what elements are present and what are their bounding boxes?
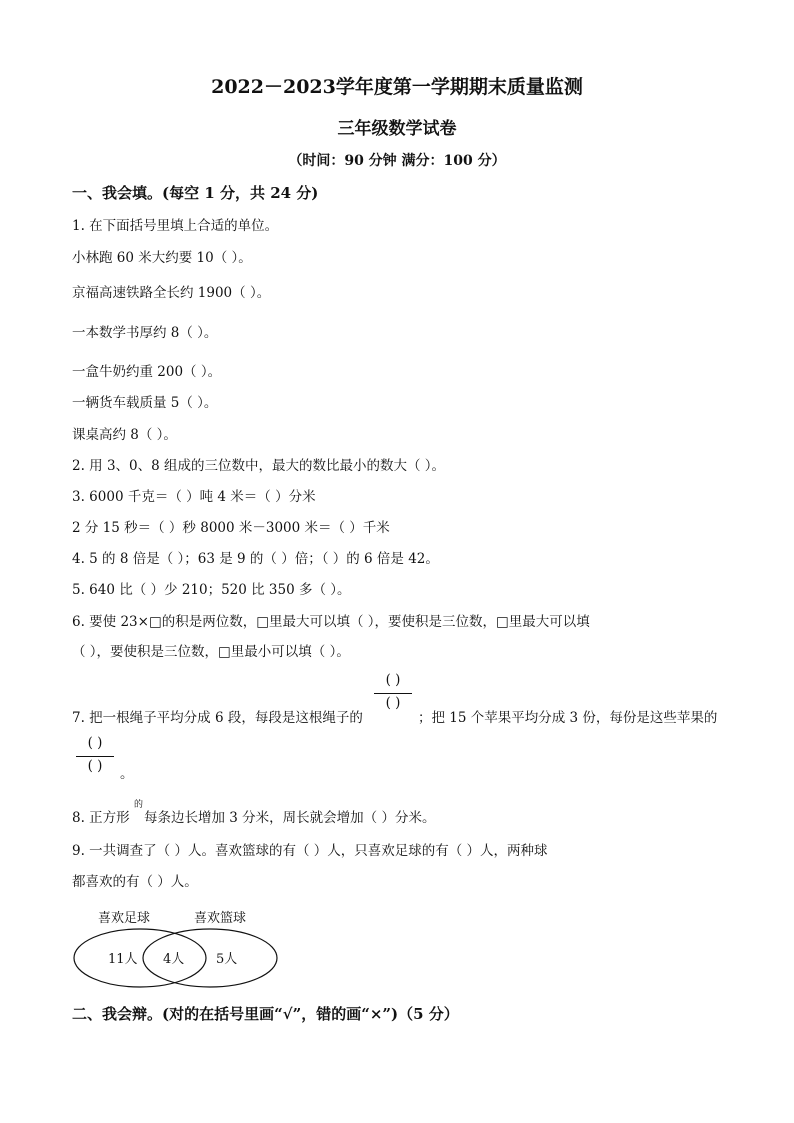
fraction-bar <box>374 693 412 694</box>
question-1-intro: 1. 在下面括号里填上合适的单位。 <box>72 218 279 234</box>
venn-football-only: 11人 <box>108 952 138 967</box>
question-6-line-2: （ ），要使积是三位数，□里最小可以填（ ）。 <box>72 644 350 660</box>
fraction-denominator: ( ) <box>87 758 103 774</box>
question-1c: 一本数学书厚约 8（ ）。 <box>72 325 218 341</box>
question-8-part-1: 8. 正方形 <box>72 810 130 826</box>
venn-basketball-only: 5人 <box>216 952 238 967</box>
fraction-numerator: ( ) <box>87 735 103 751</box>
question-1f: 课桌高约 8（ ）。 <box>72 427 177 443</box>
section-1-heading: 一、我会填。(每空 1 分，共 24 分) <box>72 184 319 202</box>
page-title: 2022－2023学年度第一学期期末质量监测 <box>211 76 583 98</box>
question-8-part-2: 每条边长增加 3 分米，周长就会增加（ ）分米。 <box>144 810 436 826</box>
question-8-note: 的 <box>134 800 144 810</box>
venn-label-football: 喜欢足球 <box>98 911 151 926</box>
question-1e: 一辆货车载质量 5（ ）。 <box>72 395 218 411</box>
fraction-blank-2 <box>72 735 118 779</box>
venn-both: 4人 <box>163 952 185 967</box>
question-6-line-1: 6. 要使 23×□的积是两位数，□里最大可以填（ ），要使积是三位数，□里最大可以填 <box>72 614 590 630</box>
question-9-line-2: 都喜欢的有（ ）人。 <box>72 874 198 890</box>
venn-label-basketball: 喜欢篮球 <box>194 911 247 926</box>
question-9-line-1: 9. 一共调查了（ ）人。喜欢篮球的有（ ）人，只喜欢足球的有（ ）人，两种球 <box>72 843 548 859</box>
question-7-part-2: ；把 15 个苹果平均分成 3 份，每份是这些苹果的 <box>418 710 718 726</box>
fraction-denominator: ( ) <box>385 695 401 711</box>
venn-diagram <box>60 900 300 995</box>
question-4: 4. 5 的 8 倍是（ ）；63 是 9 的（ ）倍；（ ）的 6 倍是 42。 <box>72 551 439 567</box>
section-2-heading: 二、我会辩。(对的在括号里画“√”，错的画“×”)（5 分） <box>72 1005 459 1023</box>
question-1b: 京福高速铁路全长约 1900（ ）。 <box>72 285 271 301</box>
fraction-numerator: ( ) <box>385 672 401 688</box>
question-7-part-1: 7. 把一根绳子平均分成 6 段，每段是这根绳子的 <box>72 710 363 726</box>
question-1d: 一盒牛奶约重 200（ ）。 <box>72 364 222 380</box>
exam-info: （时间：90 分钟 满分：100 分） <box>288 153 506 169</box>
fraction-bar <box>76 756 114 757</box>
question-7-end: 。 <box>120 766 134 782</box>
question-1a: 小林跑 60 米大约要 10（ ）。 <box>72 250 252 266</box>
question-5: 5. 640 比（ ）少 210；520 比 350 多（ ）。 <box>72 582 351 598</box>
fraction-blank-1 <box>370 672 416 716</box>
football-circle <box>74 929 206 987</box>
question-2: 2. 用 3、0、8 组成的三位数中，最大的数比最小的数大（ ）。 <box>72 458 446 474</box>
page-subtitle: 三年级数学试卷 <box>337 119 457 139</box>
question-3a: 3. 6000 千克＝（ ）吨 4 米＝（ ）分米 <box>72 489 316 505</box>
question-3b: 2 分 15 秒＝（ ）秒 8000 米－3000 米＝（ ）千米 <box>72 520 390 536</box>
